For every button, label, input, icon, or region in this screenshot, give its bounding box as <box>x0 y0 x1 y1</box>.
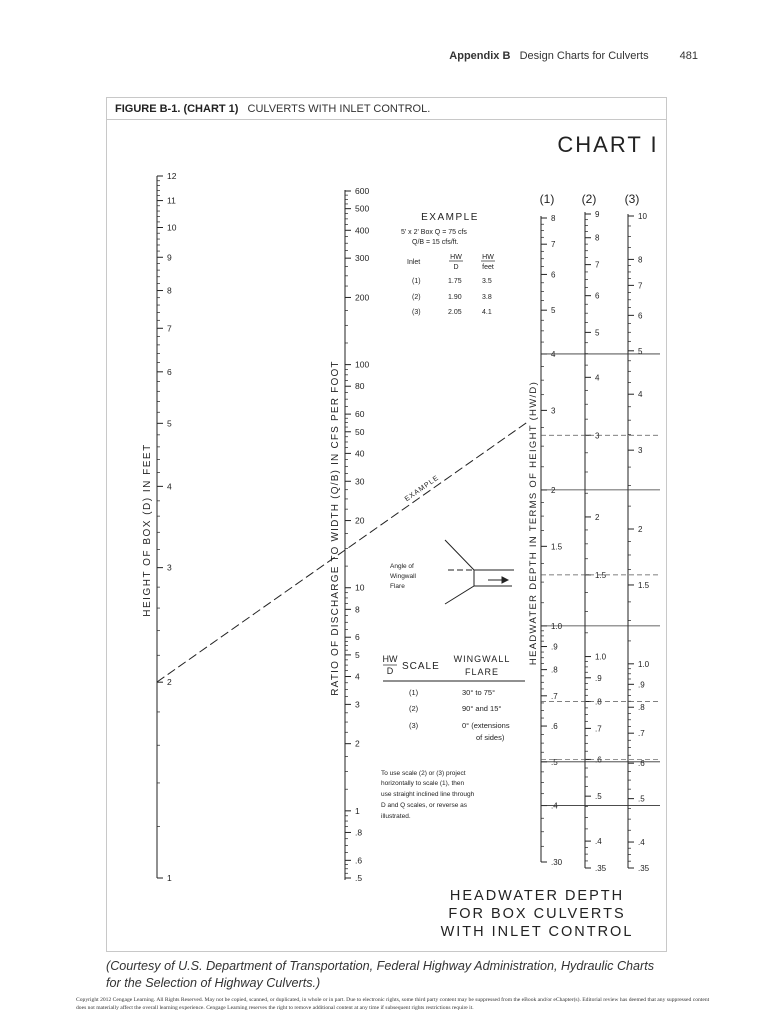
tick-label: 12 <box>167 171 177 181</box>
tick-label: 1.0 <box>638 659 650 669</box>
bottom-title <box>441 888 634 940</box>
scale-3-header: (3) <box>624 192 640 206</box>
scale-table-row-flare2: of sides) <box>476 733 505 742</box>
example-line2: Q/B = 15 cfs/ft. <box>412 239 459 246</box>
tick-label: 4 <box>167 481 172 492</box>
scale-table-row-scale: (2) <box>409 704 419 713</box>
tick-label: 5 <box>167 418 172 429</box>
tick-label: .8 <box>355 827 363 838</box>
tick-label: .8 <box>638 703 645 713</box>
wingwall-label <box>390 563 417 590</box>
scale-1-header: (1) <box>539 192 555 206</box>
tick-label: 30 <box>355 476 365 487</box>
tick-label: 3 <box>551 406 556 416</box>
qb-axis-label: RATIO OF DISCHARGE TO WIDTH (Q/B) IN CFS PER FOOT <box>330 360 341 696</box>
tick-label: 1.5 <box>551 542 563 552</box>
example-row-hwd: 2.05 <box>448 309 462 316</box>
tick-label: 10 <box>638 212 647 221</box>
tick-label: 500 <box>355 203 370 214</box>
tick-label: 50 <box>355 426 365 437</box>
tick-label: 9 <box>595 210 600 219</box>
tick-label: .8 <box>595 697 602 707</box>
example-line-label: EXAMPLE <box>403 474 441 504</box>
example-row-hw: 4.1 <box>482 309 492 316</box>
tick-label: 20 <box>355 515 365 526</box>
tick-label: .5 <box>595 792 602 802</box>
scale-table-row-scale: (1) <box>409 688 419 697</box>
tick-label: 200 <box>355 292 370 303</box>
example-row-inlet: (2) <box>412 294 421 301</box>
bottom-title-line: HEADWATER DEPTH <box>449 888 625 904</box>
instructions <box>381 770 475 820</box>
scale-table-row-flare: 0° (extensions <box>462 721 510 730</box>
tick-label: .4 <box>595 837 602 847</box>
figure-caption: (Courtesy of U.S. Department of Transportation, Federal Highway Administration, Hydraulic Charts for the Selection of Highway Culverts.) <box>106 959 655 990</box>
tick-label: .4 <box>638 838 645 848</box>
d-axis-label: HEIGHT OF BOX (D) IN FEET <box>142 443 153 617</box>
bottom-title-line: WITH INLET CONTROL <box>440 924 634 940</box>
tick-label: .9 <box>551 642 558 652</box>
example-col-inlet: Inlet <box>407 259 421 266</box>
wingwall-label-line1: Angle of <box>390 563 414 570</box>
tick-label: 4 <box>638 390 643 400</box>
example-col-hw-den: feet <box>482 264 494 271</box>
tick-label: 5 <box>355 649 360 660</box>
tick-label: 9 <box>167 252 172 263</box>
wingwall-label-line2: Wingwall <box>390 573 417 580</box>
tick-label: 8 <box>355 604 360 615</box>
tick-label: 7 <box>595 260 600 270</box>
example-row-inlet: (1) <box>412 278 421 285</box>
instruction-line: D and Q scales, or reverse as <box>381 802 467 809</box>
tick-label: .35 <box>638 864 650 873</box>
tick-label: .35 <box>595 864 607 873</box>
example-row-hwd: 1.90 <box>448 294 462 301</box>
tick-label: 2 <box>167 677 172 688</box>
tick-label: 2 <box>551 485 556 495</box>
tick-label: 1.0 <box>595 652 607 662</box>
scale-table-col1-word: SCALE <box>402 661 440 672</box>
d-scale-ticks <box>157 171 177 883</box>
tick-label: 6 <box>638 311 643 321</box>
hwd-axis-label: HEADWATER DEPTH IN TERMS OF HEIGHT (HW/D) <box>528 380 539 666</box>
tick-label: 80 <box>355 381 365 392</box>
tick-label: 1 <box>355 805 360 816</box>
tick-label: 8 <box>551 214 556 223</box>
wingwall-label-line3: Flare <box>390 583 405 590</box>
tick-label: .6 <box>595 755 602 765</box>
tick-label: 6 <box>355 632 360 643</box>
scale-table-col2-line1: WINGWALL <box>453 654 511 664</box>
tick-label: .7 <box>551 691 558 701</box>
tick-label: .8 <box>551 665 558 675</box>
tick-label: 4 <box>551 349 556 359</box>
tick-label: 7 <box>551 240 556 250</box>
tick-label: 10 <box>167 222 177 233</box>
scale-table-row-scale: (3) <box>409 721 419 730</box>
scale-table-row-flare: 90° and 15° <box>462 704 502 713</box>
figure-label: FIGURE B-1. (CHART 1) <box>115 103 239 115</box>
tick-label: .5 <box>638 794 645 804</box>
tick-label: 3 <box>638 446 643 456</box>
tick-label: 7 <box>167 323 172 334</box>
tick-label: 1.5 <box>638 580 650 590</box>
tick-label: 8 <box>638 255 643 265</box>
tick-label: 4 <box>595 373 600 383</box>
scale-2-header: (2) <box>581 192 597 206</box>
scale-table-col1-num: HW <box>382 654 398 664</box>
example-heading: EXAMPLE <box>421 212 479 223</box>
instruction-line: illustrated. <box>381 813 411 820</box>
qb-scale-ticks <box>345 186 369 883</box>
tick-label: .5 <box>355 873 363 883</box>
tick-label: 100 <box>355 359 370 370</box>
figure-title: CULVERTS WITH INLET CONTROL. <box>247 103 431 115</box>
header-title: Design Charts for Culverts <box>519 50 649 62</box>
tick-label: 11 <box>167 195 176 206</box>
instruction-line: To use scale (2) or (3) project <box>381 770 466 777</box>
tick-label: 3 <box>167 562 172 573</box>
tick-label: .6 <box>551 722 558 732</box>
scale-table-row-flare: 30° to 75° <box>462 688 496 697</box>
tick-label: 600 <box>355 186 370 196</box>
example-row-hwd: 1.75 <box>448 278 462 285</box>
tick-label: .5 <box>551 757 558 767</box>
tick-label: 5 <box>551 306 556 316</box>
tick-label: .7 <box>595 724 602 734</box>
example-col-hwd-den: D <box>453 264 459 271</box>
tick-label: 3 <box>595 431 600 441</box>
copyright-notice: Copyright 2012 Cengage Learning. All Rights Reserved. May not be copied, scanned, or duplicated, in whole or in part. Due to electronic rights, some third party content may be suppressed from the eBook and/or eChapter(s). Editorial review has deemed that any suppressed content does not materially affect the overall learning experience. Cengage Learning reserves the right to remove additional content at any time if subsequent rights restrictions require it. <box>76 997 710 1011</box>
tick-label: .7 <box>638 729 645 739</box>
example-row-hw: 3.8 <box>482 294 492 301</box>
example-line1: 5' x 2' Box Q = 75 cfs <box>401 229 467 236</box>
tick-label: 6 <box>595 291 600 301</box>
tick-label: 4 <box>355 671 360 682</box>
tick-label: 400 <box>355 225 370 236</box>
tick-label: .30 <box>551 858 563 867</box>
tick-label: 2 <box>595 512 600 522</box>
tick-label: .6 <box>355 855 363 866</box>
instruction-line: use straight inclined line through <box>381 791 475 798</box>
example-line <box>157 421 529 682</box>
tick-label: 6 <box>167 366 172 377</box>
example-col-hw-num: HW <box>482 254 494 261</box>
tick-label: .9 <box>638 680 645 690</box>
tick-label: 300 <box>355 253 370 264</box>
tick-label: 6 <box>551 270 556 280</box>
tick-label: 2 <box>638 525 643 535</box>
bottom-title-line: FOR BOX CULVERTS <box>448 906 626 922</box>
example-col-hwd-num: HW <box>450 254 462 261</box>
tick-label: 7 <box>638 281 643 291</box>
example-block <box>401 212 495 316</box>
page-number: 481 <box>679 50 698 62</box>
chart-heading: CHART I <box>557 132 659 157</box>
tick-label: 1.0 <box>551 621 563 631</box>
tick-label: 8 <box>167 285 172 296</box>
example-row-hw: 3.5 <box>482 278 492 285</box>
tick-label: 2 <box>355 738 360 749</box>
tick-label: 1 <box>167 873 172 883</box>
hwd-scale-ticks <box>541 210 650 873</box>
tick-label: 60 <box>355 409 365 420</box>
scale-table-col1-den: D <box>386 666 394 676</box>
tick-label: 10 <box>355 582 365 593</box>
tick-label: 8 <box>595 233 600 243</box>
instruction-line: horizontally to scale (1), then <box>381 780 465 787</box>
tick-label: 1.5 <box>595 570 607 580</box>
tick-label: 5 <box>595 328 600 338</box>
tick-label: 5 <box>638 346 643 356</box>
tick-label: .9 <box>595 673 602 683</box>
header-section: Appendix B <box>449 50 511 62</box>
wingwall-sketch <box>445 540 514 604</box>
tick-label: .4 <box>551 801 558 811</box>
scale-table <box>383 654 511 742</box>
example-row-inlet: (3) <box>412 309 421 316</box>
tick-label: 3 <box>355 699 360 710</box>
tick-label: 40 <box>355 448 365 459</box>
tick-label: .6 <box>638 759 645 769</box>
scale-table-col2-line2: FLARE <box>464 667 500 677</box>
